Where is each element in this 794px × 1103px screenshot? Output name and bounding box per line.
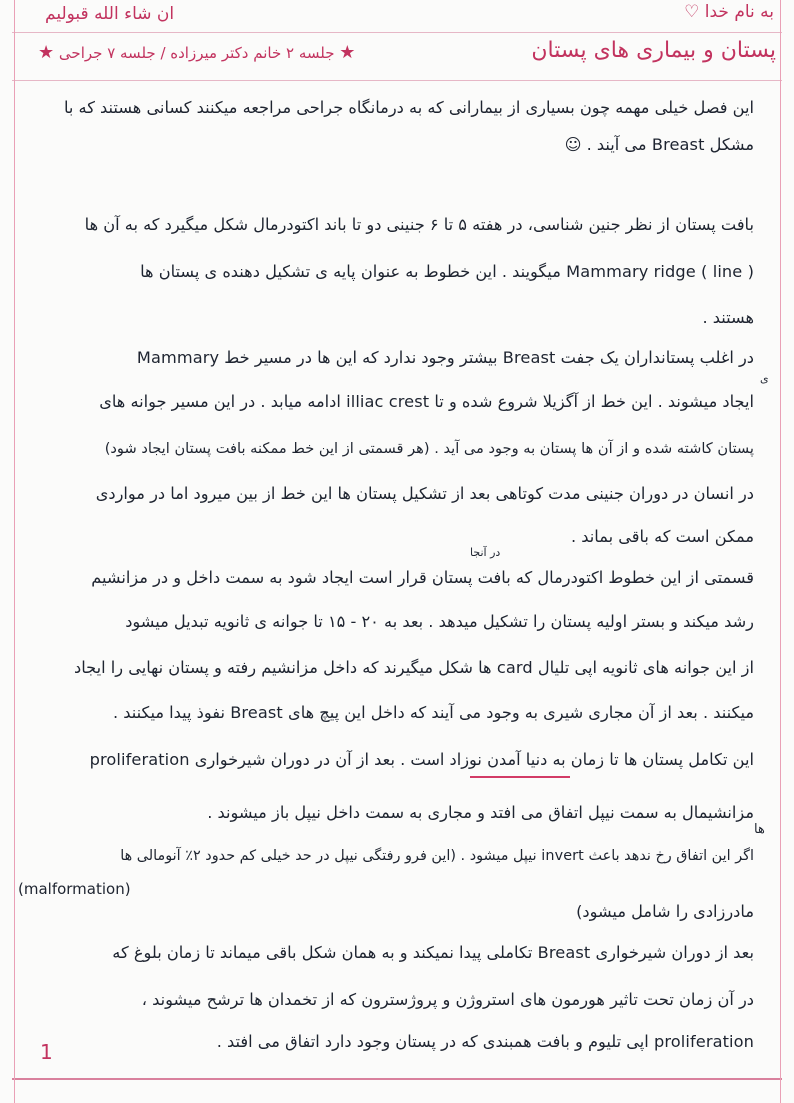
margin-rule-right bbox=[780, 0, 781, 1103]
text-line: proliferation اپی تلیوم و بافت همبندی که در پستان وجود دارد اتفاق می افتد . bbox=[216, 1032, 754, 1051]
text-line: هستند . bbox=[702, 308, 754, 327]
red-underline bbox=[470, 776, 570, 778]
text-line: مشکل Breast می آیند . ☺ bbox=[564, 135, 754, 154]
text-line: این فصل خیلی مهمه چون بسیاری از بیمارانی که به درمانگاه جراحی مراجعه میکنند کسانی هستند که با bbox=[63, 98, 754, 117]
malformation-note: (malformation) bbox=[18, 880, 131, 898]
text-line: در انسان در دوران جنینی مدت کوتاهی بعد از تشکیل پستان ها این خط از بین میرود اما در مواردی bbox=[95, 484, 754, 503]
header-top-left: ان شاء الله قبولیم bbox=[45, 4, 175, 24]
star-icon: ★ bbox=[339, 42, 356, 63]
text-line: میکنند . بعد از آن مجاری شیری به وجود می آیند که داخل این پیچ های Breast نفوذ پیدا میکنند . bbox=[112, 703, 754, 722]
paper-rule-bottom bbox=[12, 1078, 782, 1080]
text-line: بعد از دوران شیرخواری Breast تکاملی پیدا نمیکند و به همان شکل باقی میماند تا زمان بلوغ که bbox=[112, 943, 754, 962]
text-line: از این جوانه های ثانویه اپی تلیال card ها شکل میگیرند که داخل مزانشیم رفته و پستان نهایی را ایجاد bbox=[74, 658, 754, 677]
correction-note: ها bbox=[754, 822, 765, 837]
page-title: پستان و بیماری های پستان bbox=[531, 38, 776, 63]
paper-rule bbox=[12, 80, 782, 81]
text-line: پستان کاشته شده و از آن ها پستان به وجود می آید . (هر قسمتی از این خط ممکنه بافت پستان ایجاد شود) bbox=[104, 440, 754, 457]
insert-note: در آنجا bbox=[470, 546, 501, 559]
correction-note: ی bbox=[760, 372, 769, 385]
page-number: 1 bbox=[40, 1040, 53, 1064]
text-line: در اغلب پستانداران یک جفت Breast بیشتر وجود ندارد که این ها در مسیر خط Mammary bbox=[136, 348, 754, 367]
text-line: این تکامل پستان ها تا زمان به دنیا آمدن نوزاد است . بعد از آن در دوران شیرخواری proliferation bbox=[89, 750, 754, 769]
text-line: ایجاد میشوند . این خط از آگزیلا شروع شده و تا illiac crest ادامه میابد . در این مسیر جوانه های bbox=[99, 392, 754, 411]
text-line: رشد میکند و بستر اولیه پستان را تشکیل میدهد . بعد به ۲۰ - ۱۵ تا جوانه ی ثانویه تبدیل میشود bbox=[125, 612, 754, 631]
text-line: در آن زمان تحت تاثیر هورمون های استروژن و پروژسترون که از تخمدان ها ترشح میشوند ، bbox=[141, 990, 754, 1009]
header-top-right: به نام خدا ♡ bbox=[684, 2, 774, 22]
star-icon: ★ bbox=[38, 42, 55, 63]
text-line: اگر این اتفاق رخ ندهد باعث invert نیپل میشود . (این فرو رفتگی نیپل در حد خیلی کم حدود ۲٪ آنومالی ها bbox=[120, 848, 754, 864]
text-line: مادرزادی را شامل میشود) bbox=[576, 902, 754, 921]
session-label: جلسه ۲ خانم دکتر میرزاده / جلسه ۷ جراحی bbox=[58, 44, 335, 62]
text-line: بافت پستان از نظر جنین شناسی، در هفته ۵ تا ۶ جنینی دو تا باند اکتودرمال شکل میگیرد که به آن ها bbox=[84, 215, 754, 234]
text-line: مزانشیمال به سمت نیپل اتفاق می افتد و مجاری به سمت داخل نیپل باز میشوند . bbox=[207, 803, 754, 822]
text-line: ممکن است که باقی بماند . bbox=[571, 527, 754, 546]
text-line: Mammary ridge ( line ) میگویند . این خطوط به عنوان پایه ی تشکیل دهنده ی پستان ها bbox=[140, 262, 754, 281]
paper-rule bbox=[12, 32, 782, 33]
margin-rule-left bbox=[14, 0, 15, 1103]
text-line: قسمتی از این خطوط اکتودرمال که بافت پستان قرار است ایجاد شود به سمت داخل و در مزانشیم bbox=[91, 568, 754, 587]
session-info bbox=[38, 42, 355, 63]
